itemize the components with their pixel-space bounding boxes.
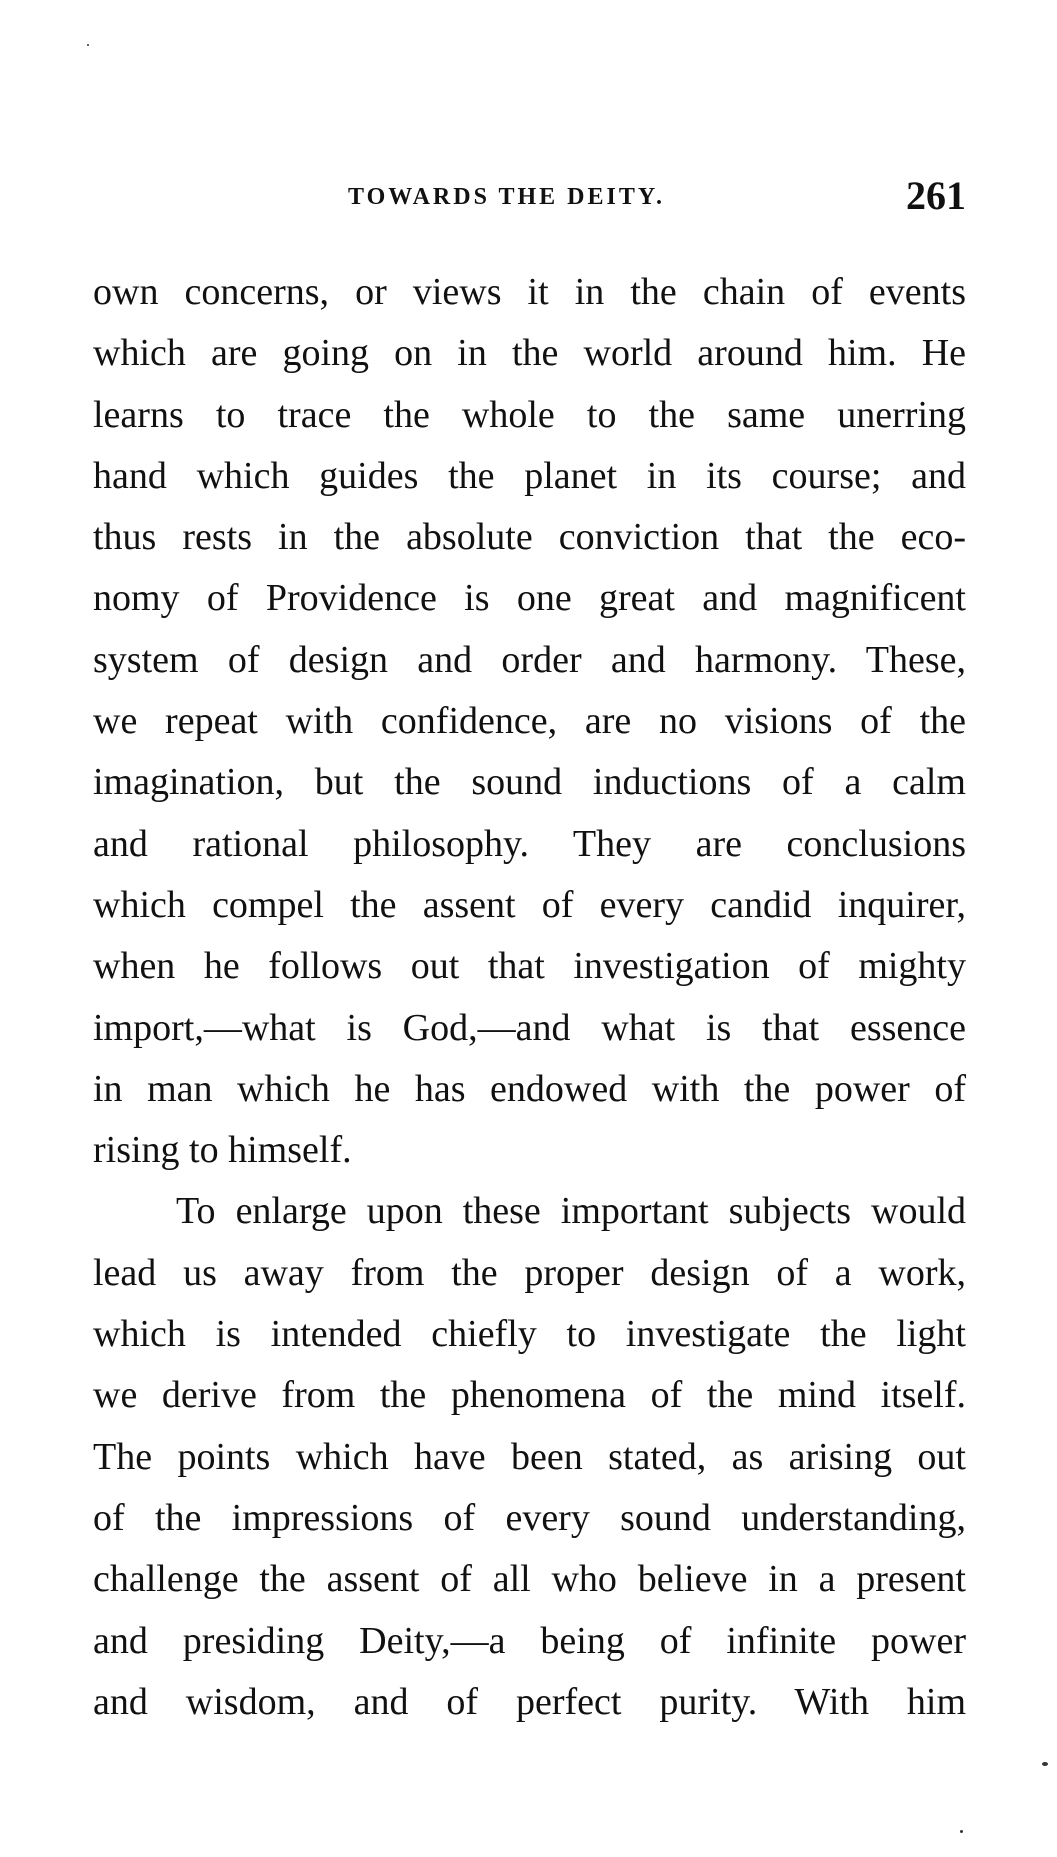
text-line: which compel the assent of every candid inquirer,: [93, 883, 966, 926]
scan-speck: [960, 1830, 963, 1833]
text-line: challenge the assent of all who believe in a present: [93, 1558, 966, 1601]
text-line: in man which he has endowed with the power of: [93, 1067, 966, 1110]
text-line: import,—what is God,—and what is that essence: [93, 1006, 966, 1049]
text-line: of the impressions of every sound understanding,: [93, 1496, 966, 1539]
text-line: thus rests in the absolute conviction that the eco-: [93, 516, 966, 559]
text-line: nomy of Providence is one great and magnificent: [93, 577, 966, 620]
text-line: The points which have been stated, as arising out: [93, 1435, 966, 1478]
running-title: TOWARDS THE DEITY.: [348, 184, 665, 210]
text-line: lead us away from the proper design of a work,: [93, 1251, 966, 1294]
text-line: we derive from the phenomena of the mind itself.: [93, 1374, 966, 1417]
text-line: which is intended chiefly to investigate the light: [93, 1313, 966, 1356]
text-line: hand which guides the planet in its course; and: [93, 454, 966, 497]
text-line: own concerns, or views it in the chain of events: [93, 271, 966, 313]
text-line: learns to trace the whole to the same unerring: [93, 393, 966, 436]
text-line: and rational philosophy. They are conclusions: [93, 822, 966, 865]
text-line: when he follows out that investigation of mighty: [93, 945, 966, 988]
running-header: [93, 172, 966, 222]
scan-speck: [1042, 1762, 1048, 1766]
text-line: system of design and order and harmony. These,: [93, 638, 966, 681]
text-line: imagination, but the sound inductions of a calm: [93, 761, 966, 804]
text-line: and wisdom, and of perfect purity. With him: [93, 1680, 966, 1723]
paragraph-start-line: To enlarge upon these important subjects would: [176, 1190, 966, 1233]
scan-speck: [87, 44, 89, 46]
text-line: which are going on in the world around him. He: [93, 332, 966, 375]
text-line: we repeat with confidence, are no visions of the: [93, 700, 966, 743]
paragraph-end-line: rising to himself.: [93, 1129, 352, 1172]
text-line: and presiding Deity,—a being of infinite power: [93, 1619, 966, 1662]
page-number: 261: [906, 173, 966, 218]
body-text: [93, 262, 966, 1733]
